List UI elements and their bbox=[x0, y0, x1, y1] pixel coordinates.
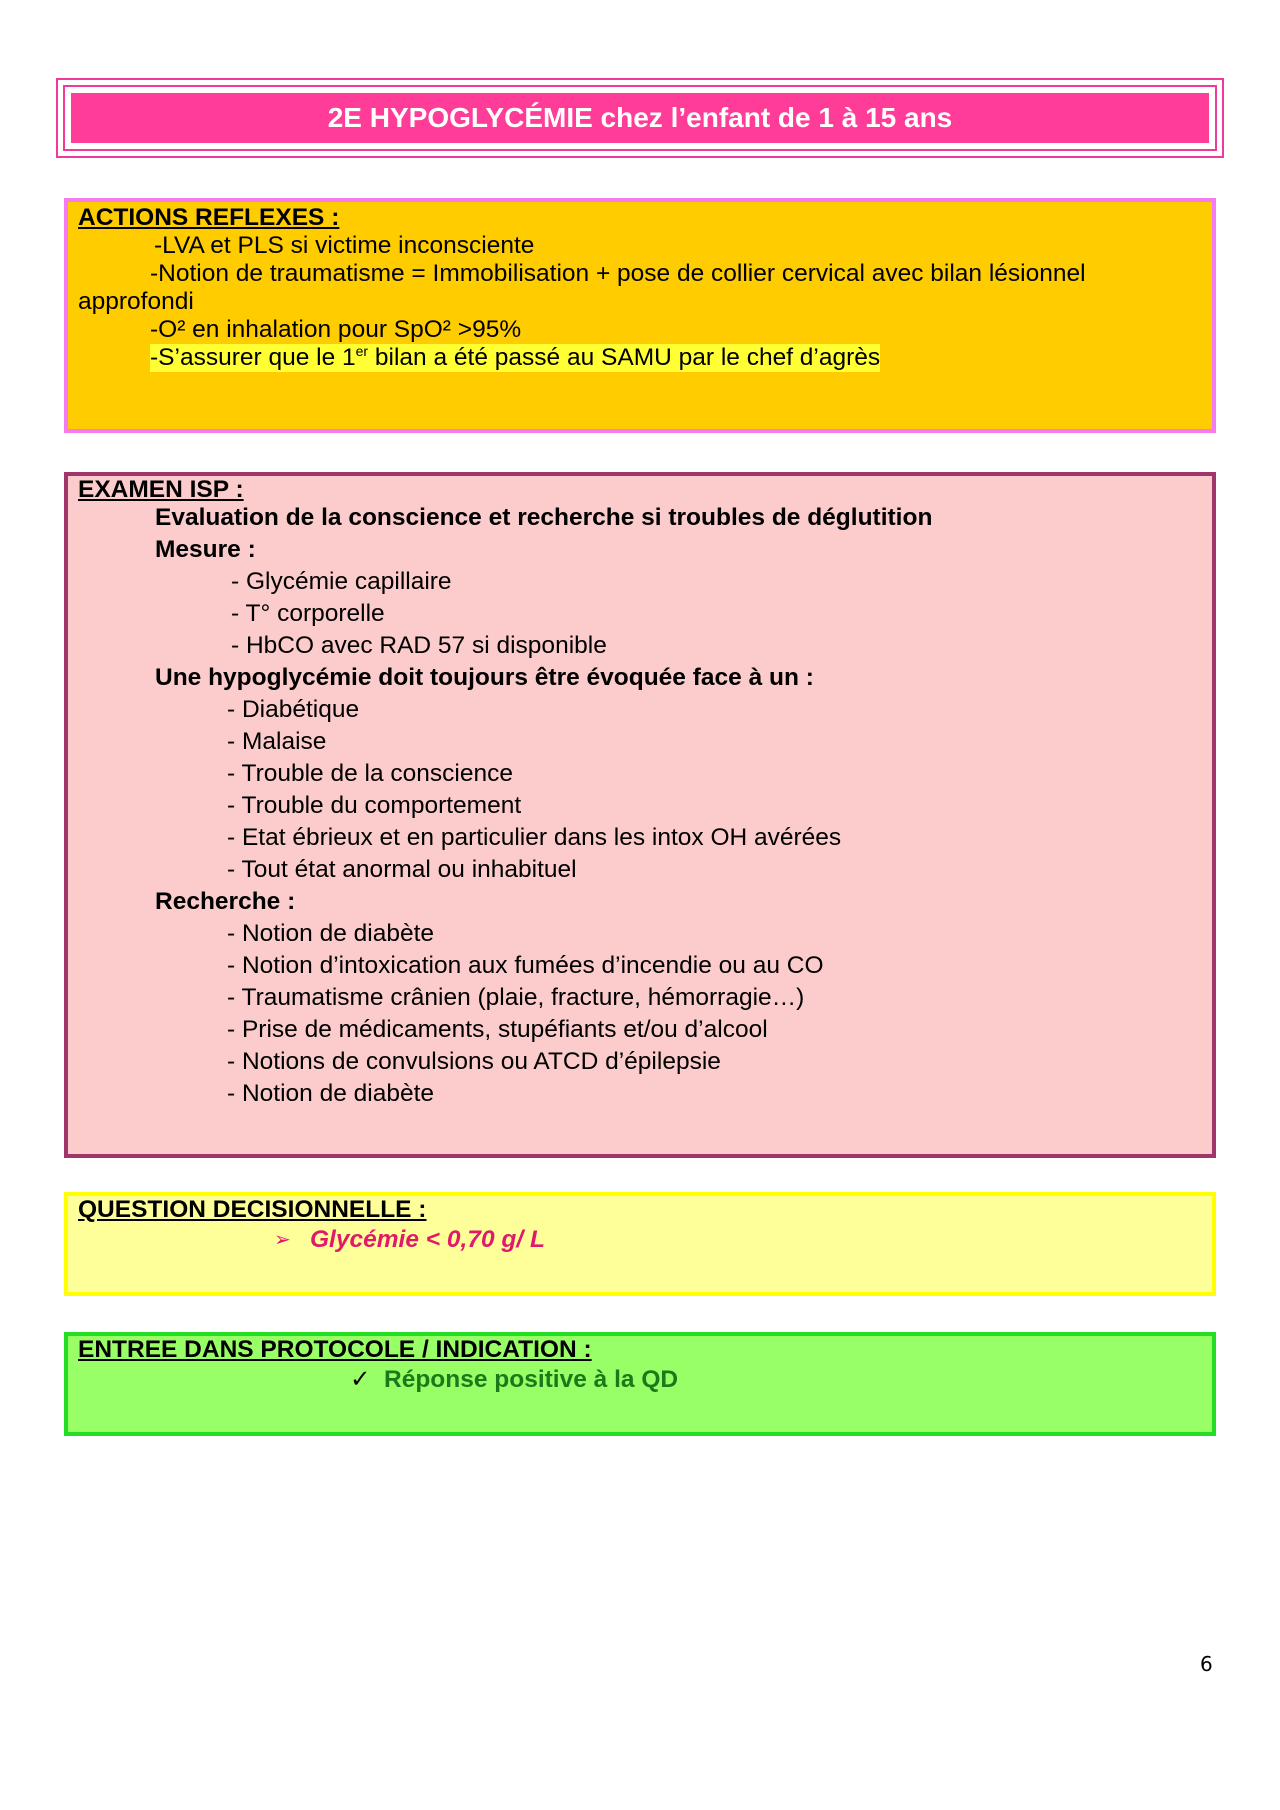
list-item: - Prise de médicaments, stupéfiants et/ou d’alcool bbox=[227, 1016, 768, 1043]
list-item: - Notion d’intoxication aux fumées d’incendie ou au CO bbox=[227, 952, 824, 979]
title-frame bbox=[56, 78, 1224, 158]
examen-evaluation: Evaluation de la conscience et recherche si troubles de déglutition bbox=[155, 504, 933, 531]
list-item: - Trouble de la conscience bbox=[227, 760, 513, 787]
question-header: QUESTION DECISIONNELLE : bbox=[78, 1196, 427, 1223]
entree-header: ENTREE DANS PROTOCOLE / INDICATION : bbox=[78, 1336, 592, 1363]
actions-line-oxygen: -O² en inhalation pour SpO² >95% bbox=[150, 316, 522, 343]
list-item: - Tout état anormal ou inhabituel bbox=[227, 856, 577, 883]
page-title: 2E HYPOGLYCÉMIE chez l’enfant de 1 à 15 ans bbox=[71, 93, 1209, 143]
list-item: - Diabétique bbox=[227, 696, 360, 723]
list-item: - Notion de diabète bbox=[227, 920, 435, 947]
examen-header: EXAMEN ISP : bbox=[78, 476, 244, 503]
entree-indication: Réponse positive à la QD bbox=[384, 1366, 679, 1393]
recherche-label: Recherche : bbox=[155, 888, 296, 915]
examen-isp-box bbox=[64, 472, 1216, 1158]
arrow-bullet-icon: ➢ bbox=[274, 1229, 291, 1251]
actions-line-lva: -LVA et PLS si victime inconsciente bbox=[154, 232, 535, 259]
actions-line-traumatisme: -Notion de traumatisme = Immobilisation + pose de collier cervical avec bilan lésionnel bbox=[150, 260, 1086, 287]
list-item: - T° corporelle bbox=[231, 600, 385, 627]
mesure-label: Mesure : bbox=[155, 536, 256, 563]
actions-reflexes-box bbox=[64, 198, 1216, 433]
list-item: - Trouble du comportement bbox=[227, 792, 522, 819]
question-decisionnelle-box bbox=[64, 1192, 1216, 1296]
actions-header: ACTIONS REFLEXES : bbox=[78, 204, 340, 231]
entree-protocole-box bbox=[64, 1332, 1216, 1436]
list-item: - Notions de convulsions ou ATCD d’épilepsie bbox=[227, 1048, 721, 1075]
question-criterion: Glycémie < 0,70 g/ L bbox=[310, 1226, 545, 1253]
list-item: - Glycémie capillaire bbox=[231, 568, 452, 595]
check-icon: ✓ bbox=[350, 1366, 371, 1393]
list-item: - Malaise bbox=[227, 728, 327, 755]
page-number: 6 bbox=[1200, 1652, 1213, 1676]
list-item: - Etat ébrieux et en particulier dans les intox OH avérées bbox=[227, 824, 842, 851]
list-item: - Traumatisme crânien (plaie, fracture, hémorragie…) bbox=[227, 984, 805, 1011]
evoquee-label: Une hypoglycémie doit toujours être évoquée face à un : bbox=[155, 664, 814, 691]
list-item: - HbCO avec RAD 57 si disponible bbox=[231, 632, 607, 659]
actions-line-approfondi: approfondi bbox=[78, 288, 194, 315]
actions-line-samu: -S’assurer que le 1er bilan a été passé au SAMU par le chef d’agrès bbox=[150, 342, 881, 371]
list-item: - Notion de diabète bbox=[227, 1080, 435, 1107]
